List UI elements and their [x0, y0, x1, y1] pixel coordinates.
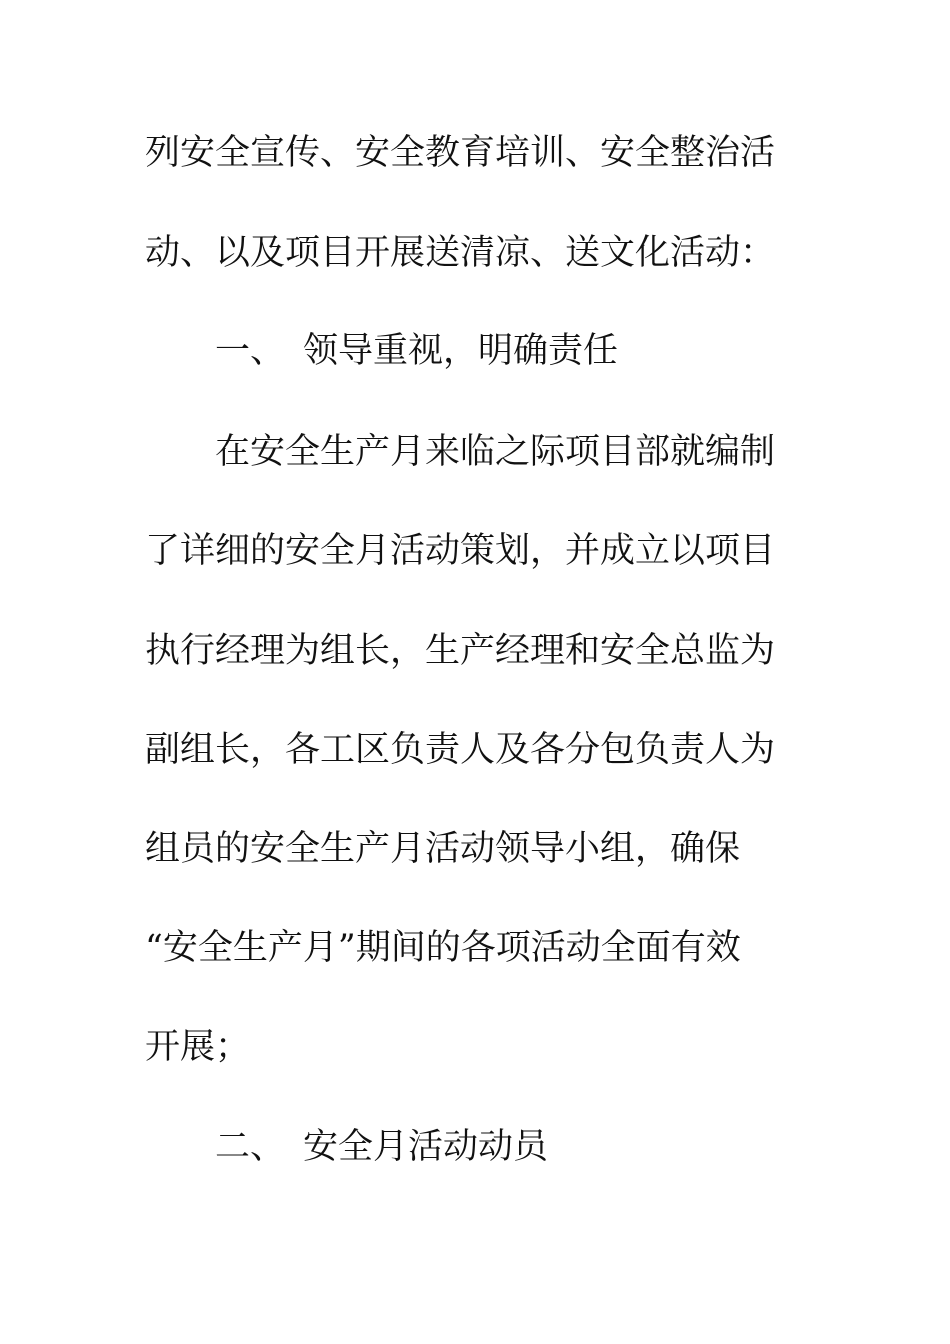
paragraph-line: 动、以及项目开展送清凉、送文化活动： [145, 233, 776, 273]
section-heading-1 [215, 331, 618, 371]
heading-number: 二、 [215, 1127, 286, 1167]
paragraph-line: 组员的安全生产月活动领导小组，确保 [145, 829, 741, 869]
heading-text: 领导重视，明确责任 [303, 331, 619, 371]
section-heading-2 [215, 1127, 548, 1167]
paragraph-line: 列安全宣传、安全教育培训、安全整治活 [145, 133, 776, 173]
paragraph-line: 开展； [145, 1027, 251, 1067]
paragraph-line: “安全生产月”期间的各项活动全面有效 [145, 928, 741, 968]
paragraph-line: 在安全生产月来临之际项目部就编制 [215, 432, 776, 472]
heading-number: 一、 [215, 331, 286, 371]
paragraph-line: 副组长，各工区负责人及各分包负责人为 [145, 730, 776, 770]
heading-text: 安全月活动动员 [303, 1127, 549, 1167]
paragraph-line: 执行经理为组长，生产经理和安全总监为 [145, 631, 776, 671]
paragraph-line: 了详细的安全月活动策划，并成立以项目 [145, 531, 776, 571]
